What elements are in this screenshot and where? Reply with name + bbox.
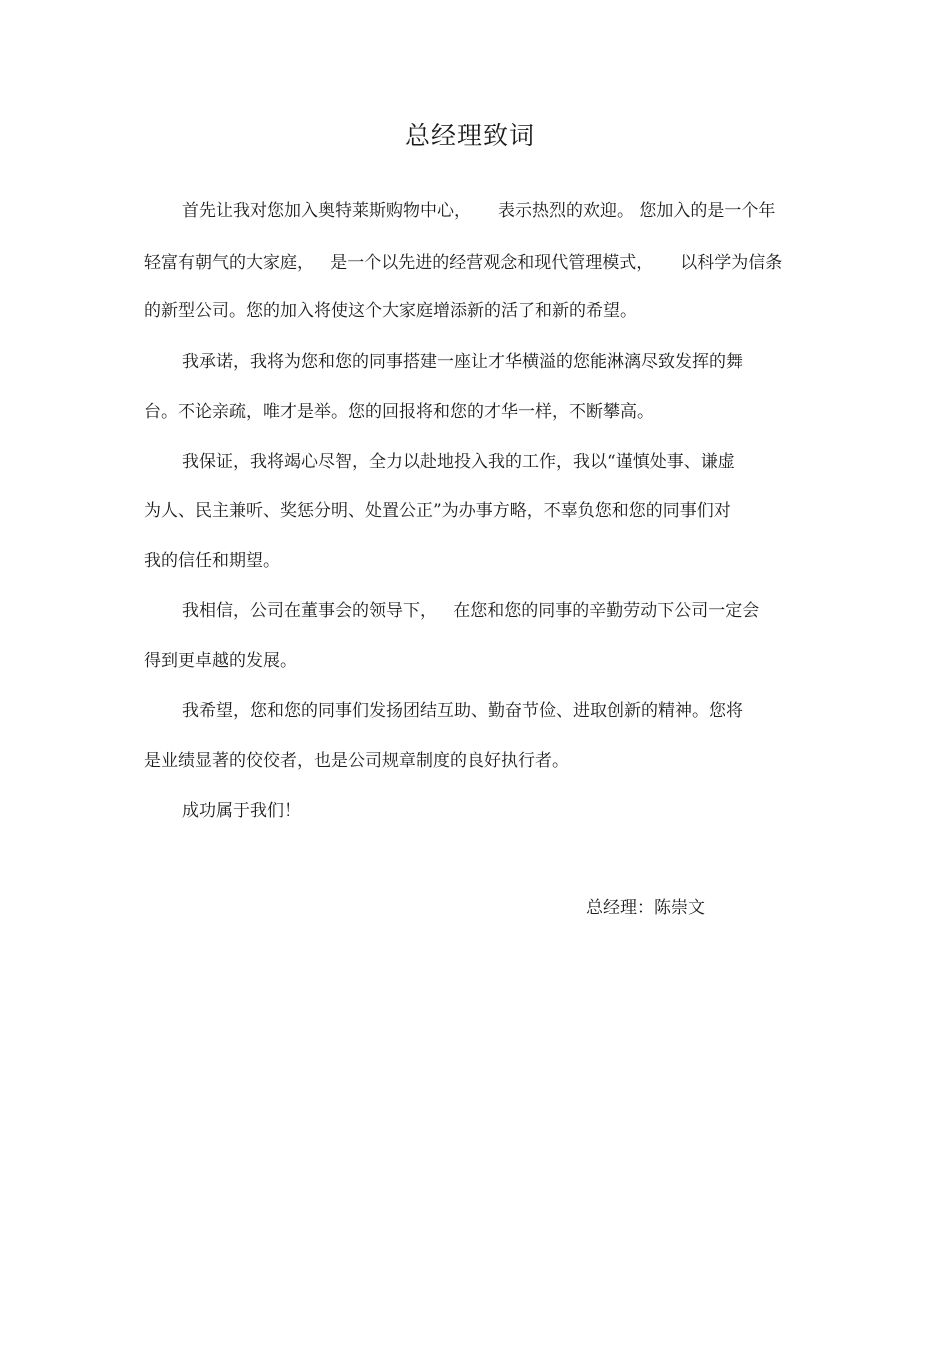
- paragraph-1-line-1: 首先让我对您加入奥特莱斯购物中心， 表示热烈的欢迎。 您加入的是一个年: [182, 201, 776, 221]
- paragraph-4-line-2: 得到更卓越的发展。: [144, 651, 297, 671]
- document-title: 总经理致词: [404, 121, 535, 150]
- paragraph-3-line-1: 我保证，我将竭心尽智，全力以赴地投入我的工作，我以“谨慎处事、谦虚: [182, 452, 735, 472]
- paragraph-5-line-2: 是业绩显著的佼佼者，也是公司规章制度的良好执行者。: [144, 751, 569, 771]
- signature: 总经理：陈崇文: [586, 898, 705, 918]
- paragraph-1-line-2: 轻富有朝气的大家庭， 是一个以先进的经营观念和现代管理模式， 以科学为信条: [144, 253, 783, 273]
- paragraph-4-line-1: 我相信，公司在董事会的领导下， 在您和您的同事的辛勤劳动下公司一定会: [182, 601, 760, 621]
- paragraph-3-line-2: 为人、民主兼听、奖惩分明、处置公正”为办事方略，不辜负您和您的同事们对: [144, 501, 731, 521]
- paragraph-1-line-3: 的新型公司。您的加入将使这个大家庭增添新的活了和新的希望。: [144, 301, 637, 321]
- paragraph-2-line-2: 台。不论亲疏，唯才是举。您的回报将和您的才华一样，不断攀高。: [144, 402, 654, 422]
- paragraph-3-line-3: 我的信任和期望。: [144, 551, 280, 571]
- paragraph-2-line-1: 我承诺，我将为您和您的同事搭建一座让才华横溢的您能淋漓尽致发挥的舞: [182, 352, 743, 372]
- paragraph-5-line-1: 我希望，您和您的同事们发扬团结互助、勤奋节俭、进取创新的精神。您将: [182, 701, 743, 721]
- closing-line: 成功属于我们！: [182, 801, 301, 821]
